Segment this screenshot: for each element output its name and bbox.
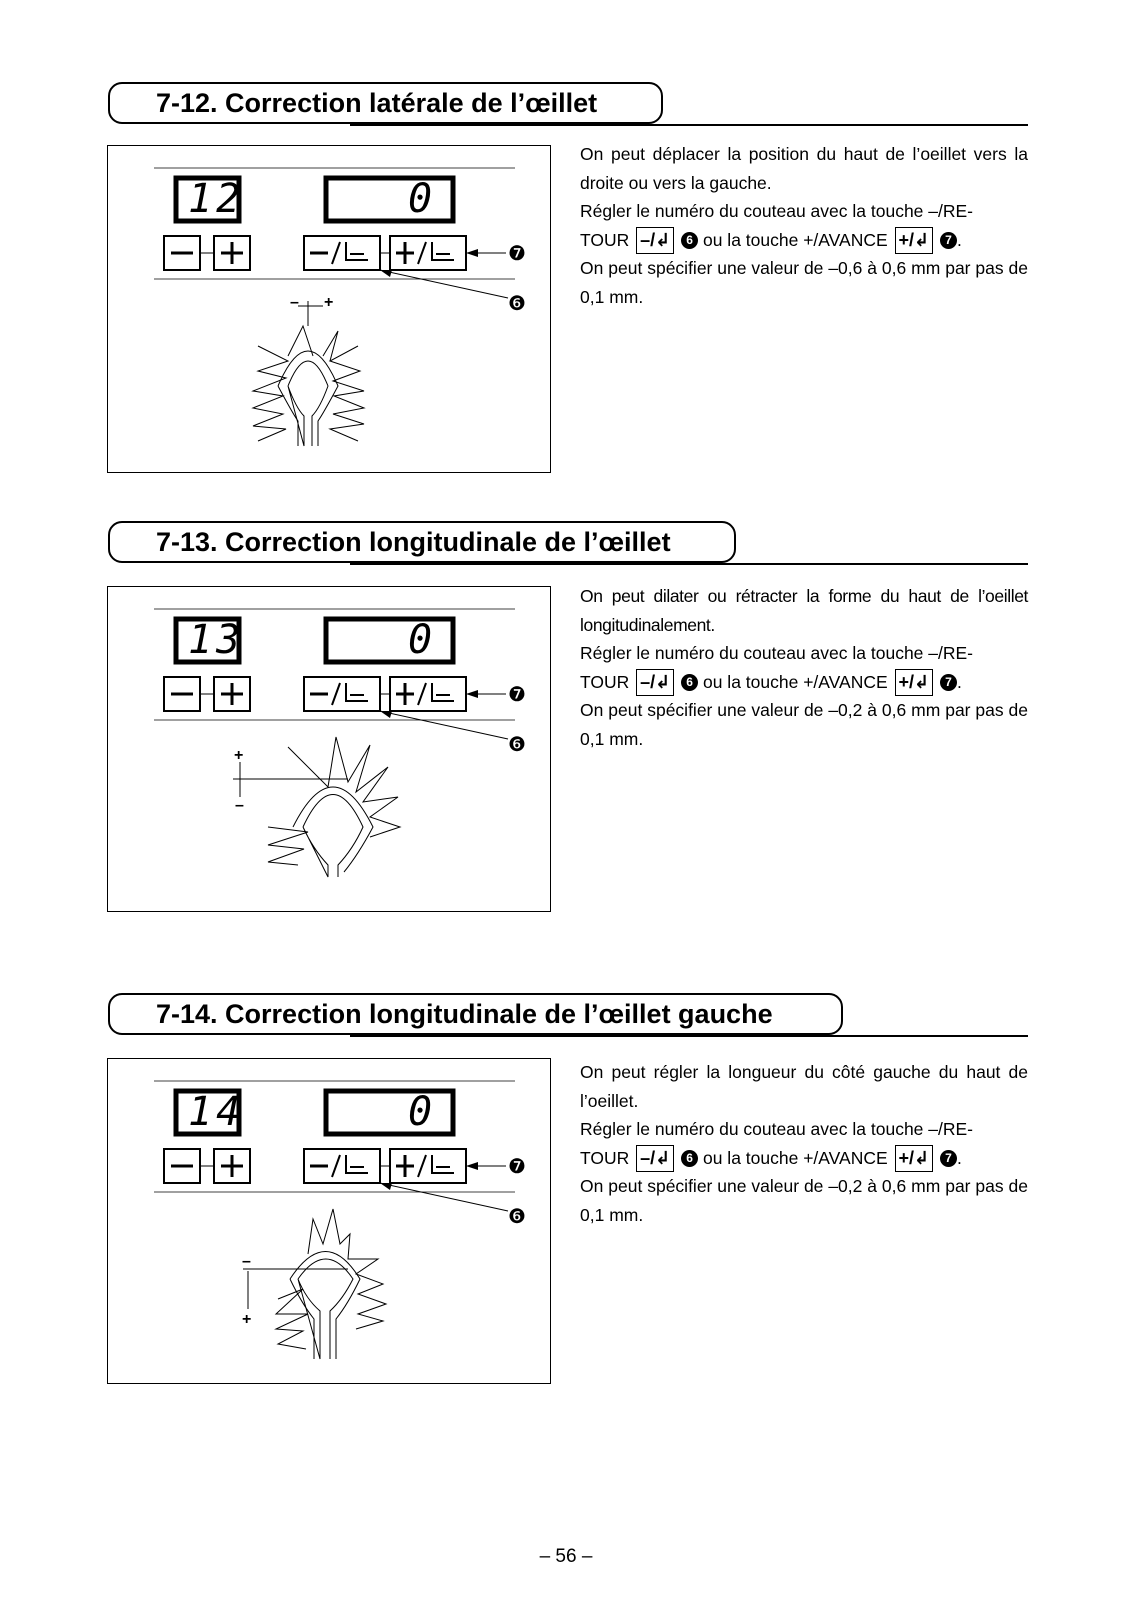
text-para-1: On peut régler la longueur du côté gauche du haut de l’oeillet. [580, 1062, 1028, 1111]
callout-7: ❼ [508, 684, 526, 706]
section-header [108, 521, 736, 563]
minus-return-key-inline: –/↲ [636, 227, 674, 254]
panel-diagram [108, 1059, 552, 1385]
callout-6: ❻ [508, 293, 526, 315]
text-para-2: Régler le numéro du couteau avec la touche –/RE- TOUR –/↲ 6 ou la touche +/AVANCE +/↲ 7 . [580, 1115, 1028, 1172]
circle-6: 6 [681, 232, 698, 249]
text-para-3: On peut spécifier une valeur de –0,2 à 0,6 mm par pas de 0,1 mm. [580, 1176, 1028, 1225]
circle-7: 7 [940, 1150, 957, 1167]
section-title: 7-12. Correction latérale de l’œillet [156, 88, 598, 118]
text-para-2: Régler le numéro du couteau avec la touche –/RE- TOUR –/↲ 6 ou la touche +/AVANCE +/↲ 7 . [580, 639, 1028, 696]
lcd-left-value: 14 [188, 1089, 245, 1135]
section-title: 7-13. Correction longitudinale de l’œillet [156, 527, 671, 557]
callout-7: ❼ [508, 1156, 526, 1178]
diagram-plus-label: + [242, 1311, 252, 1328]
circle-7: 7 [940, 674, 957, 691]
circle-6: 6 [681, 1150, 698, 1167]
text-para-2: Régler le numéro du couteau avec la touche –/RE- TOUR –/↲ 6 ou la touche +/AVANCE +/↲ 7 . [580, 197, 1028, 254]
para2-advance: ou la touche +/AVANCE [702, 229, 888, 250]
diagram-plus-label: + [324, 294, 334, 311]
section-header [108, 82, 663, 124]
section-text [580, 582, 1028, 753]
para2-tour: TOUR [580, 229, 630, 250]
diagram-minus-label: – [235, 797, 244, 814]
section-header [108, 993, 843, 1035]
diagram-minus-label: – [290, 294, 299, 311]
text-para-3: On peut spécifier une valeur de –0,6 à 0,6 mm par pas de 0,1 mm. [580, 258, 1028, 307]
para2-line1: Régler le numéro du couteau avec la touche –/RE- [580, 643, 974, 663]
plus-advance-key-inline: +/↲ [895, 1145, 934, 1172]
text-para-3: On peut spécifier une valeur de –0,2 à 0,6 mm par pas de 0,1 mm. [580, 700, 1028, 749]
plus-advance-key-inline: +/↲ [895, 227, 934, 254]
lcd-right-value: 0 [408, 1089, 437, 1135]
diagram-minus-label: – [242, 1253, 251, 1270]
circle-7: 7 [940, 232, 957, 249]
lcd-right-value: 0 [408, 176, 437, 222]
diagram-plus-label: + [234, 747, 244, 764]
panel-diagram [108, 587, 552, 913]
section-title: 7-14. Correction longitudinale de l’œillet gauche [156, 999, 773, 1029]
lcd-right-value: 0 [408, 617, 437, 663]
text-para-1: On peut dilater ou rétracter la forme du haut de l’oeillet longitudinalement. [580, 586, 1028, 635]
minus-return-key-inline: –/↲ [636, 669, 674, 696]
minus-return-key-inline: –/↲ [636, 1145, 674, 1172]
text-para-1: On peut déplacer la position du haut de l’oeillet vers la droite ou vers la gauche. [580, 144, 1028, 193]
para2-line1: Régler le numéro du couteau avec la touche –/RE- [580, 201, 974, 221]
para2-tour: TOUR [580, 671, 630, 692]
plus-advance-key-inline: +/↲ [895, 669, 934, 696]
circle-6: 6 [681, 674, 698, 691]
callout-6: ❻ [508, 1206, 526, 1228]
lcd-left-value: 13 [188, 617, 245, 663]
para2-advance: ou la touche +/AVANCE [702, 671, 888, 692]
callout-6: ❻ [508, 734, 526, 756]
lcd-left-value: 12 [188, 176, 245, 222]
section-text [580, 140, 1028, 311]
panel-figure [107, 1058, 551, 1384]
page-number: – 56 – [539, 1546, 593, 1567]
para2-advance: ou la touche +/AVANCE [702, 1147, 888, 1168]
section-text [580, 1058, 1028, 1229]
callout-7: ❼ [508, 243, 526, 265]
panel-figure [107, 586, 551, 912]
para2-tour: TOUR [580, 1147, 630, 1168]
panel-figure [107, 145, 551, 473]
para2-line1: Régler le numéro du couteau avec la touche –/RE- [580, 1119, 974, 1139]
